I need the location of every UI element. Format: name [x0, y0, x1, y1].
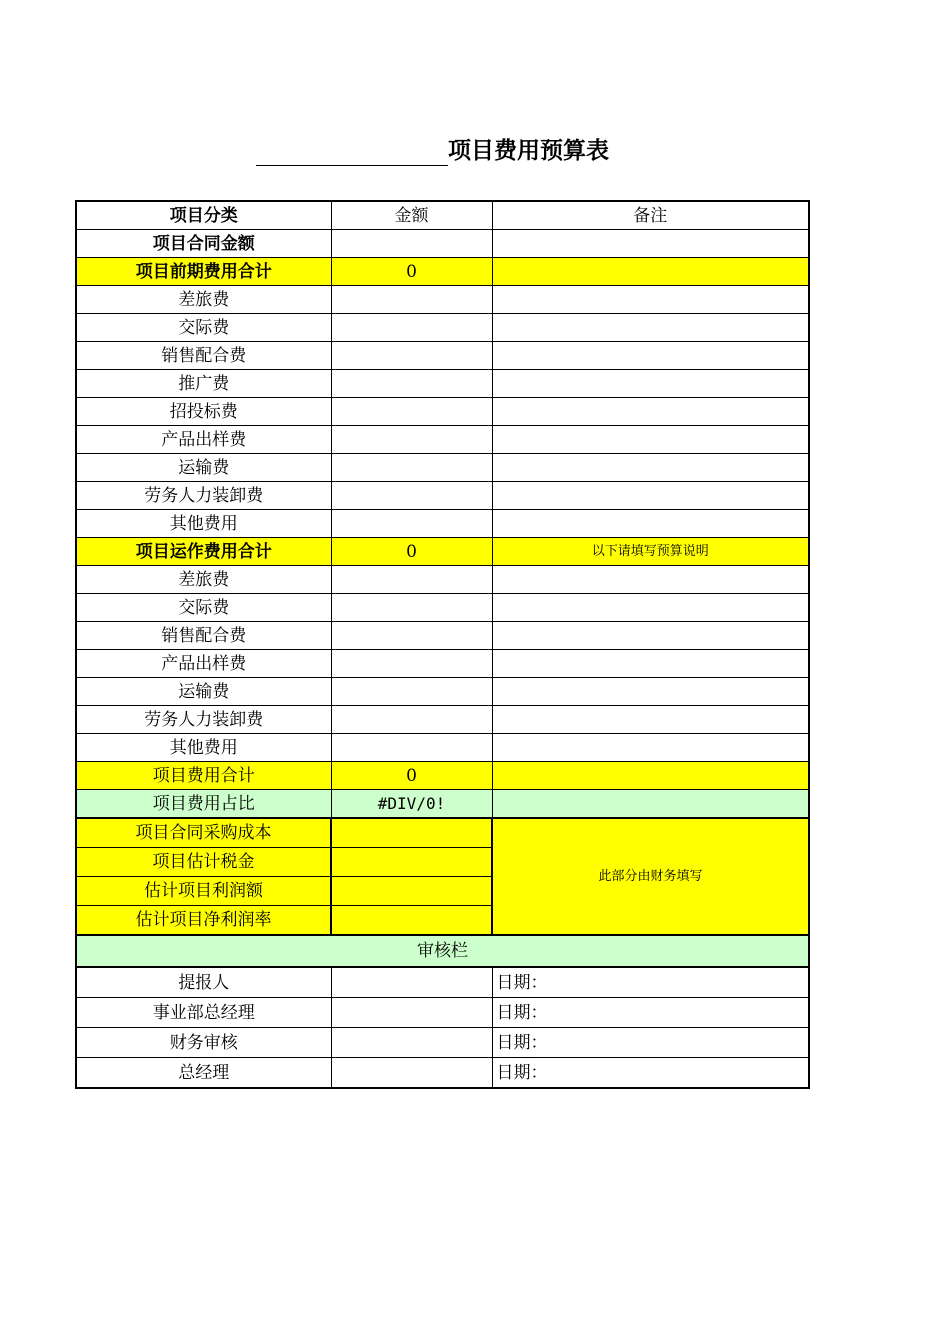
note-cell[interactable] — [492, 678, 809, 706]
page-title-block — [256, 134, 609, 166]
finance-row — [76, 818, 809, 848]
finance-amount-cell[interactable] — [331, 848, 492, 877]
ops-item-label: 其他费用 — [76, 734, 331, 762]
finance-amount-cell[interactable] — [331, 818, 492, 848]
amount-cell[interactable] — [331, 426, 492, 454]
note-cell[interactable] — [492, 398, 809, 426]
review-row — [76, 1058, 809, 1089]
amount-cell[interactable] — [331, 482, 492, 510]
ops-item-row — [76, 594, 809, 622]
ops-total-label: 项目运作费用合计 — [76, 538, 331, 566]
early-item-label: 劳务人力装卸费 — [76, 482, 331, 510]
early-item-row — [76, 398, 809, 426]
amount-cell[interactable] — [331, 510, 492, 538]
note-cell[interactable] — [492, 622, 809, 650]
early-item-row — [76, 482, 809, 510]
signature-cell[interactable] — [331, 1058, 492, 1089]
early-item-label: 差旅费 — [76, 286, 331, 314]
ops-item-row — [76, 650, 809, 678]
header-amount: 金额 — [331, 201, 492, 230]
early-item-row — [76, 370, 809, 398]
note-cell[interactable] — [492, 566, 809, 594]
cost-total-label: 项目费用合计 — [76, 762, 331, 790]
early-item-row — [76, 286, 809, 314]
note-cell[interactable] — [492, 370, 809, 398]
note-cell[interactable] — [492, 286, 809, 314]
amount-cell[interactable] — [331, 342, 492, 370]
note-cell[interactable] — [492, 510, 809, 538]
note-cell[interactable] — [492, 314, 809, 342]
ops-item-label: 差旅费 — [76, 566, 331, 594]
ops-item-row — [76, 566, 809, 594]
note-cell[interactable] — [492, 734, 809, 762]
early-item-label: 销售配合费 — [76, 342, 331, 370]
header-note: 备注 — [492, 201, 809, 230]
note-cell[interactable] — [492, 482, 809, 510]
early-item-row — [76, 426, 809, 454]
early-item-row — [76, 454, 809, 482]
finance-note: 此部分由财务填写 — [492, 818, 809, 935]
review-date-label[interactable]: 日期： — [492, 1028, 809, 1058]
contract-amount-label: 项目合同金额 — [76, 230, 331, 258]
note-cell[interactable] — [492, 650, 809, 678]
ops-item-label: 销售配合费 — [76, 622, 331, 650]
review-row — [76, 967, 809, 998]
early-item-label: 交际费 — [76, 314, 331, 342]
review-role-label: 财务审核 — [76, 1028, 331, 1058]
amount-cell[interactable] — [331, 594, 492, 622]
signature-cell[interactable] — [331, 998, 492, 1028]
amount-cell[interactable] — [331, 650, 492, 678]
review-heading-row — [76, 935, 809, 967]
early-item-label: 其他费用 — [76, 510, 331, 538]
early-total-label: 项目前期费用合计 — [76, 258, 331, 286]
cost-ratio-note-cell[interactable] — [492, 790, 809, 819]
amount-cell[interactable] — [331, 734, 492, 762]
ops-item-row — [76, 734, 809, 762]
header-category: 项目分类 — [76, 201, 331, 230]
signature-cell[interactable] — [331, 1028, 492, 1058]
amount-cell[interactable] — [331, 622, 492, 650]
cost-total-value[interactable]: 0 — [331, 762, 492, 790]
ops-item-label: 运输费 — [76, 678, 331, 706]
early-item-label: 运输费 — [76, 454, 331, 482]
cost-ratio-label: 项目费用占比 — [76, 790, 331, 819]
contract-amount-row — [76, 230, 809, 258]
ops-total-row — [76, 538, 809, 566]
finance-row-label: 估计项目利润额 — [76, 877, 331, 906]
review-role-label: 总经理 — [76, 1058, 331, 1089]
review-date-label[interactable]: 日期： — [492, 967, 809, 998]
review-date-label[interactable]: 日期： — [492, 998, 809, 1028]
signature-cell[interactable] — [331, 967, 492, 998]
contract-amount-note-cell[interactable] — [492, 230, 809, 258]
ops-item-row — [76, 706, 809, 734]
review-row — [76, 998, 809, 1028]
early-total-row — [76, 258, 809, 286]
early-total-value[interactable]: 0 — [331, 258, 492, 286]
ops-item-row — [76, 678, 809, 706]
early-item-row — [76, 510, 809, 538]
title-blank-line[interactable] — [256, 137, 448, 166]
finance-row-label: 项目合同采购成本 — [76, 818, 331, 848]
budget-table — [75, 200, 810, 1089]
cost-total-row — [76, 762, 809, 790]
contract-amount-cell[interactable] — [331, 230, 492, 258]
ops-item-label: 交际费 — [76, 594, 331, 622]
review-role-label: 事业部总经理 — [76, 998, 331, 1028]
note-cell[interactable] — [492, 706, 809, 734]
header-row — [76, 201, 809, 230]
review-heading: 审核栏 — [76, 935, 809, 967]
amount-cell[interactable] — [331, 454, 492, 482]
note-cell[interactable] — [492, 454, 809, 482]
review-row — [76, 1028, 809, 1058]
note-cell[interactable] — [492, 426, 809, 454]
finance-row-label: 估计项目净利润率 — [76, 906, 331, 936]
note-cell[interactable] — [492, 594, 809, 622]
ops-total-note[interactable]: 以下请填写预算说明 — [492, 538, 809, 566]
amount-cell[interactable] — [331, 678, 492, 706]
ops-item-label: 劳务人力装卸费 — [76, 706, 331, 734]
early-item-row — [76, 342, 809, 370]
amount-cell[interactable] — [331, 286, 492, 314]
cost-total-note-cell[interactable] — [492, 762, 809, 790]
review-date-label[interactable]: 日期： — [492, 1058, 809, 1089]
ops-total-value[interactable]: 0 — [331, 538, 492, 566]
early-total-note-cell[interactable] — [492, 258, 809, 286]
early-item-row — [76, 314, 809, 342]
finance-amount-cell[interactable] — [331, 906, 492, 936]
cost-ratio-value[interactable]: #DIV/0! — [331, 790, 492, 819]
amount-cell[interactable] — [331, 566, 492, 594]
finance-row-label: 项目估计税金 — [76, 848, 331, 877]
amount-cell[interactable] — [331, 706, 492, 734]
cost-ratio-row — [76, 790, 809, 819]
note-cell[interactable] — [492, 342, 809, 370]
page-title: 项目费用预算表 — [448, 138, 609, 164]
early-item-label: 招投标费 — [76, 398, 331, 426]
amount-cell[interactable] — [331, 314, 492, 342]
early-item-label: 产品出样费 — [76, 426, 331, 454]
ops-item-row — [76, 622, 809, 650]
amount-cell[interactable] — [331, 370, 492, 398]
finance-amount-cell[interactable] — [331, 877, 492, 906]
early-item-label: 推广费 — [76, 370, 331, 398]
amount-cell[interactable] — [331, 398, 492, 426]
review-role-label: 提报人 — [76, 967, 331, 998]
ops-item-label: 产品出样费 — [76, 650, 331, 678]
